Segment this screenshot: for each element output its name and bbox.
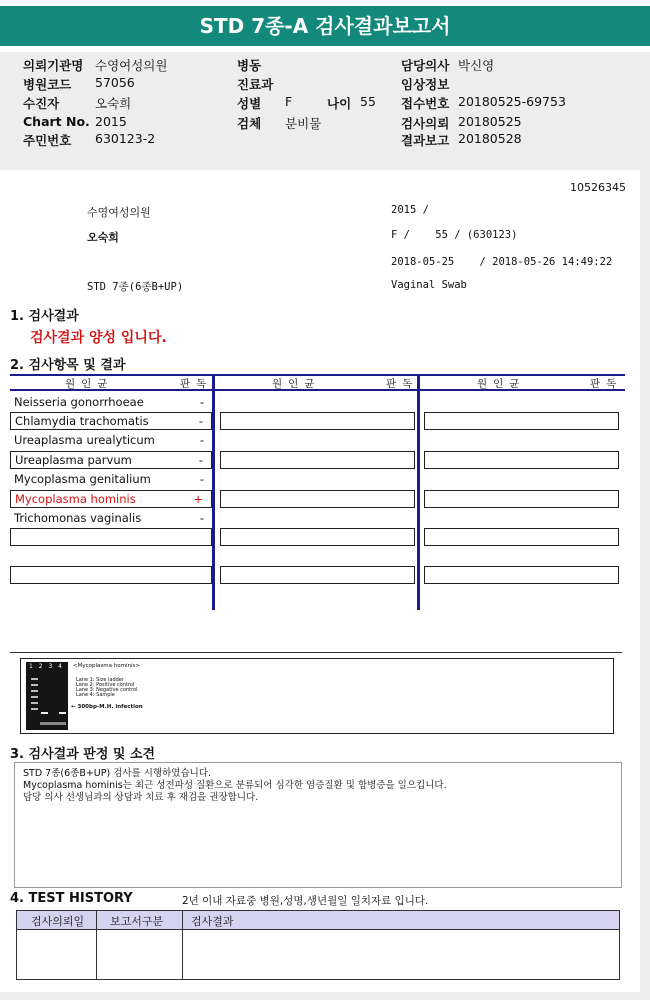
empty-cell [424,490,619,508]
header-value: 630123-2 [95,131,156,146]
sample-band [59,712,66,714]
header-row [23,56,83,74]
history-col-date: 검사의뢰일 [31,915,85,928]
result-mark: - [199,433,204,447]
header-value: F [285,94,293,109]
gel-legend: Lane 1: Size ladder [76,677,124,683]
finding-line: Mycoplasma hominis는 최근 성전파성 질환으로 분류되어 심각한 염증질환 및 합병증을 일으킵니다. [23,780,447,791]
ladder-band [31,690,38,692]
gel-lane-numbers: 1 2 3 4 [29,663,64,670]
header-label: 성별 [237,96,262,111]
header-label: 검체 [237,116,262,131]
history-header [17,911,619,930]
gel-legend: Lane 3: Negative control [76,687,138,693]
meta-dates: 2018-05-25 / 2018-05-26 14:49:22 [391,256,613,268]
gel-annotation: ← 300bp-M.H. infection [71,704,143,710]
column-divider [212,374,215,610]
result-mark: - [198,453,203,467]
header-value: 분비물 [285,116,322,131]
result-mark: - [198,414,203,428]
ladder-band [31,708,38,710]
header-value: 오숙희 [95,96,132,111]
empty-cell [424,566,619,584]
history-col-type: 보고서구분 [110,915,164,928]
section-2-title: 2. 검사항목 및 결과 [10,358,126,373]
result-row [10,451,212,469]
header-label: 나이 [327,96,352,111]
header-row [23,75,71,93]
pathogen-name: Mycoplasma genitalium [14,472,151,486]
pathogen-name: Ureaplasma urealyticum [14,433,155,447]
header-label: 임상정보 [401,77,450,92]
section-4-title: 4. TEST HISTORY [10,891,133,906]
history-col-result: 검사결과 [191,915,234,928]
empty-cell [220,528,415,546]
result-row-positive [10,490,212,508]
result-row [10,510,212,528]
finding-line: 담당 의사 선생님과의 상담과 치료 후 재검을 권장합니다. [23,792,259,803]
empty-cell [220,490,415,508]
header-value: 20180525-69753 [458,94,566,109]
meta-sex-age: F / 55 / (630123) [391,229,518,241]
header-row [23,94,59,112]
pathogen-name: Trichomonas vaginalis [14,511,142,525]
result-mark: + [193,492,203,506]
header-value: 55 [360,94,376,109]
result-row [10,471,212,489]
header-label: 결과보고 [401,133,450,148]
meta-test-name: STD 7종(6종B+UP) [87,281,184,293]
ladder-band [31,684,38,686]
section-3-title: 3. 검사결과 판정 및 소견 [10,747,156,762]
ladder-band [31,678,38,680]
findings-box [14,762,622,888]
empty-cell [220,412,415,430]
header-value: 20180528 [458,131,522,146]
result-mark: - [199,511,204,525]
header-row [23,131,71,149]
result-row [10,432,212,450]
gel-image [26,662,68,730]
column-divider [96,911,97,979]
divider [10,652,622,653]
header-label: 병원코드 [23,77,72,92]
col-header-pathogen: 원인균 [272,378,321,390]
header-value: 57056 [95,75,135,90]
pathogen-name: Ureaplasma parvum [15,453,132,467]
gel-legend: Lane 4: Sample [76,692,115,698]
header-label: 접수번호 [401,96,450,111]
meta-specimen: Vaginal Swab [391,279,467,291]
header-value: 박신영 [458,58,495,73]
col-header-result: 판독 [590,378,623,390]
gel-legend: Lane 2: Positive control [76,682,135,688]
ladder-band [31,696,38,698]
empty-cell [10,566,212,584]
meta-hospital: 수영여성의원 [87,206,151,219]
header-value: 2015 [95,114,127,129]
primer-band [40,722,66,725]
result-row [10,394,212,412]
result-mark: - [199,472,204,486]
test-history-table [16,910,620,980]
positive-band [41,712,48,714]
header-label: Chart No. [23,114,90,129]
title-bar [0,0,650,52]
col-header-result: 판독 [386,378,419,390]
header-label: 주민번호 [23,133,72,148]
empty-cell [220,451,415,469]
doc-number: 10526345 [570,181,626,194]
empty-cell [424,528,619,546]
result-row [10,412,212,430]
column-divider [417,374,420,610]
col-header-pathogen: 원인균 [477,378,526,390]
col-header-pathogen: 원인균 [65,378,114,390]
header-label: 의뢰기관명 [23,58,84,73]
empty-cell [10,528,212,546]
pathogen-name: Chlamydia trachomatis [15,414,149,428]
pathogen-name: Neisseria gonorrhoeae [14,395,144,409]
empty-cell [220,566,415,584]
ladder-band [31,702,38,704]
report-page [0,170,640,992]
column-divider [182,911,183,979]
empty-cell [424,412,619,430]
gel-electrophoresis-figure [20,658,614,734]
header-value: 20180525 [458,114,522,129]
col-header-result: 판독 [180,378,213,390]
meta-chart: 2015 / [391,204,429,216]
pathogen-name: Mycoplasma hominis [15,492,136,506]
header-label: 진료과 [237,77,274,92]
header-label: 담당의사 [401,58,450,73]
history-note: 2년 이내 자료중 병원,성명,생년월일 일치자료 입니다. [182,895,429,907]
header-label: 병동 [237,58,262,73]
header-row [23,114,90,129]
header-label: 수진자 [23,96,60,111]
header-value: 수영여성의원 [95,58,168,73]
section-1-title: 1. 검사결과 [10,309,79,324]
meta-patient: 오숙희 [87,231,119,244]
result-mark: - [199,395,204,409]
empty-cell [424,451,619,469]
positive-result-text: 검사결과 양성 입니다. [30,330,167,346]
gel-title: <Mycoplasma hominis> [73,663,140,669]
report-title: STD 7종-A 검사결과보고서 [0,6,650,46]
header-label: 검사의뢰 [401,116,450,131]
finding-line: STD 7종(6종B+UP) 검사를 시행하였습니다. [23,768,212,779]
